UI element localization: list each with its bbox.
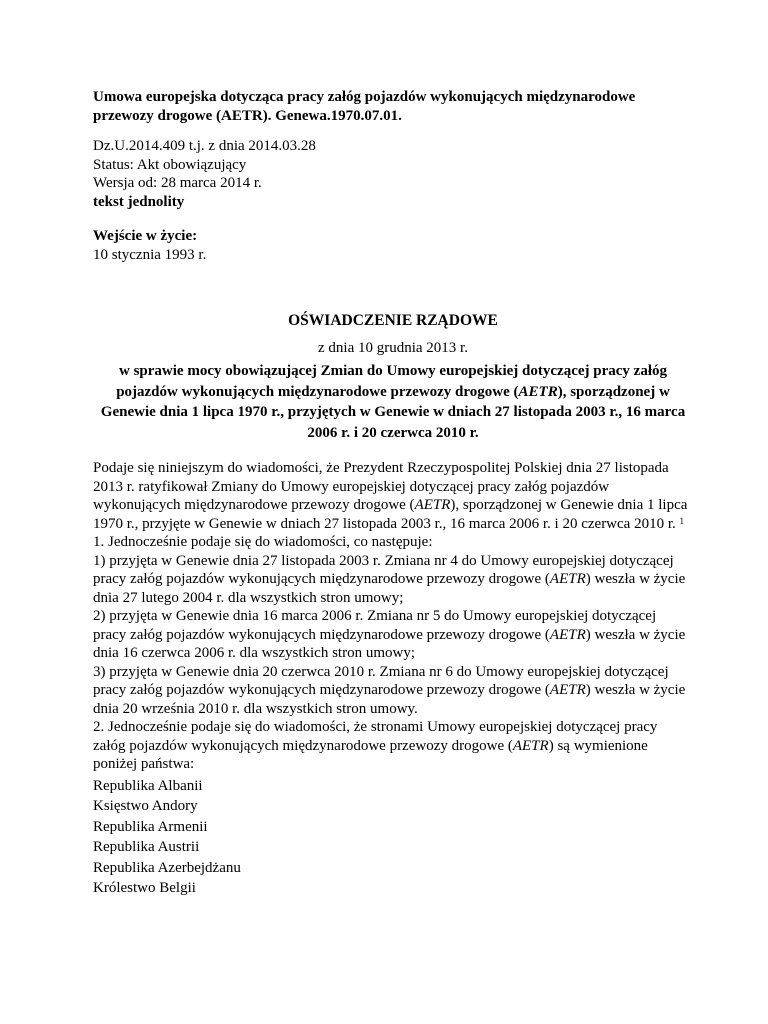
- consolidated-text-label: tekst jednolity: [93, 193, 185, 210]
- item-3-text-start: 3) przyjęta w Genewie dnia 20 czerwca 2010 r. Zmiana nr 6 do Umowy europejskiej dotyczącej pracy załóg pojazdów wykonujących międzynarodowe przewozy drogowe (: [93, 663, 669, 698]
- item-1-text-start: 1) przyjęta w Genewie dnia 27 listopada 2003 r. Zmiana nr 4 do Umowy europejskiej dotyczącej pracy załóg pojazdów wykonujących międzynarodowe przewozy drogowe (: [93, 552, 674, 587]
- point-2-aetr: AETR: [512, 737, 549, 754]
- country-list: [93, 776, 693, 899]
- subject-text-end: ), sporządzonej w Genewie dnia 1 lipca 1970 r., przyjętych w Genewie w dniach 27 listopada 2003 r., 16 marca 2006 r. i 20 czerwca 2010 r.: [100, 383, 686, 441]
- subject-text-start: w sprawie mocy obowiązującej Zmian do Umowy europejskiej dotyczącej pracy załóg pojazdów wykonujących międzynarodowe przewozy drogowe (: [116, 363, 667, 400]
- version-line: Wersja od: 28 marca 2014 r.: [93, 175, 262, 191]
- list-item: [93, 663, 693, 719]
- point-2-text-end: ) są wymienione poniżej państwa:: [93, 737, 648, 772]
- journal-reference: Dz.U.2014.409 t.j. z dnia 2014.03.28: [93, 138, 316, 154]
- list-item: Królestwo Belgii: [93, 880, 196, 896]
- status-line: Status: Akt obowiązujący: [93, 156, 247, 173]
- item-1-aetr: AETR: [549, 571, 586, 587]
- list-item: [93, 552, 693, 608]
- item-2-aetr: AETR: [549, 626, 586, 643]
- declaration-date: z dnia 10 grudnia 2013 r.: [318, 339, 468, 356]
- declaration-heading: OŚWIADCZENIE RZĄDOWE: [288, 312, 498, 329]
- footnote-marker[interactable]: 1: [679, 515, 685, 526]
- subject-aetr: AETR: [518, 383, 558, 400]
- point-2-text-start: 2. Jednocześnie podaje się do wiadomości, że stronami Umowy europejskiej dotyczącej pracy załóg pojazdów wykonujących międzynarodowe przewozy drogowe (: [93, 719, 658, 754]
- point-2: [93, 718, 693, 774]
- item-1-text-end: ) weszła w życie dnia 27 lutego 2004 r. dla wszystkich stron umowy;: [93, 571, 686, 606]
- list-item: Republika Armenii: [93, 818, 208, 835]
- document-metadata: [93, 137, 693, 211]
- intro-text-start: Podaje się niniejszym do wiadomości, że Prezydent Rzeczypospolitej Polskiej dnia 27 listopada 2013 r. ratyfikował Zmiany do Umowy europejskiej dotyczącej pracy załóg pojazdów wykonujących międzynarodowe przewozy drogowe (: [93, 460, 669, 513]
- intro-paragraph: [93, 459, 693, 533]
- intro-text-end: ), sporządzonej w Genewie dnia 1 lipca 1970 r., przyjęte w Genewie w dniach 27 listopada 2003 r., 16 marca 2006 r. i 20 czerwca 2010 r.: [93, 497, 688, 532]
- document-title: Umowa europejska dotycząca pracy załóg pojazdów wykonujących międzynarodowe przewozy drogowe (AETR). Genewa.1970.07.01.: [93, 89, 636, 124]
- list-item: Republika Azerbejdżanu: [93, 859, 241, 876]
- intro-aetr: AETR: [414, 497, 451, 513]
- declaration-subject: [93, 361, 693, 443]
- item-3-text-end: ) weszła w życie dnia 20 września 2010 r. dla wszystkich stron umowy.: [93, 682, 686, 717]
- declaration-body: [93, 459, 693, 774]
- entry-into-force-date: 10 stycznia 1993 r.: [93, 246, 207, 263]
- list-item: Księstwo Andory: [93, 798, 198, 814]
- item-2-text-start: 2) przyjęta w Genewie dnia 16 marca 2006 r. Zmiana nr 5 do Umowy europejskiej dotyczącej pracy załóg pojazdów wykonujących międzynarodowe przewozy drogowe (: [93, 608, 657, 643]
- entry-into-force-label: Wejście w życie:: [93, 228, 198, 244]
- list-item: Republika Austrii: [93, 839, 200, 855]
- entry-into-force: [93, 227, 693, 264]
- list-item: [93, 607, 693, 663]
- item-2-text-end: ) weszła w życie dnia 16 czerwca 2006 r. dla wszystkich stron umowy;: [93, 626, 686, 661]
- document-page: [93, 88, 693, 899]
- item-3-aetr: AETR: [549, 682, 586, 698]
- point-1: 1. Jednocześnie podaje się do wiadomości, co następuje:: [93, 534, 433, 550]
- list-item: Republika Albanii: [93, 777, 203, 794]
